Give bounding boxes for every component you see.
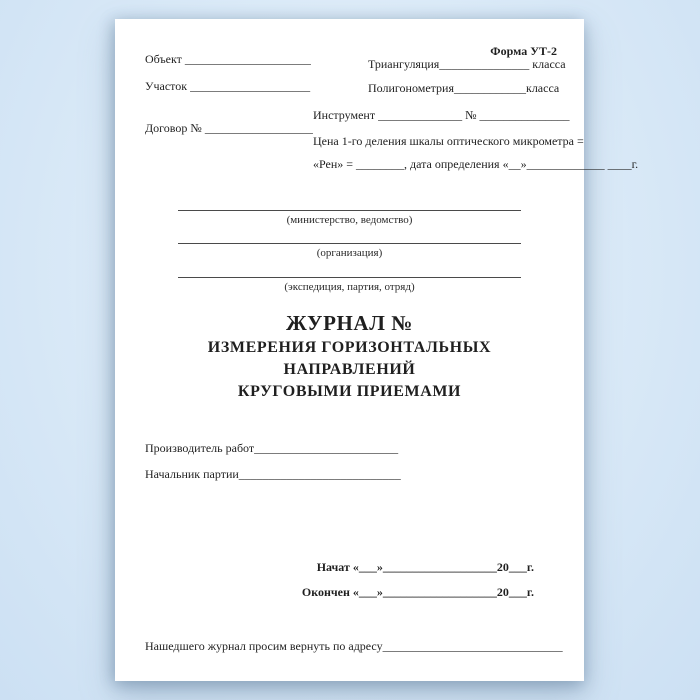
started-date-field: Начат «___»___________________20___г.	[316, 560, 534, 574]
organization-blank-line	[178, 243, 521, 244]
journal-subtitle-3: КРУГОВЫМИ ПРИЕМАМИ	[237, 383, 462, 400]
ministry-line-block	[178, 210, 521, 226]
organization-caption: (организация)	[316, 247, 383, 259]
object-field: Объект _____________________	[145, 52, 311, 66]
journal-subtitle-1: ИЗМЕРЕНИЯ ГОРИЗОНТАЛЬНЫХ	[207, 339, 492, 356]
form-code: Форма УТ-2	[490, 44, 557, 58]
micrometer-scale-note: Цена 1-го деления шкалы оптического микрометра =	[313, 134, 584, 148]
site-field: Участок ____________________	[145, 79, 311, 93]
ren-determination-field: «Рен» = ________, дата определения «__»_____________ ____г.	[313, 157, 639, 171]
organization-line-block	[178, 243, 521, 259]
finished-date-field: Окончен «___»___________________20___г.	[301, 585, 534, 599]
ministry-caption: (министерство, ведомство)	[286, 214, 413, 226]
return-address-field: Нашедшего журнал просим вернуть по адресу______________________________	[145, 639, 563, 653]
polygonometry-field: Полигонометрия____________класса	[368, 81, 560, 95]
expedition-caption: (экспедиция, партия, отряд)	[284, 281, 415, 293]
ministry-blank-line	[178, 210, 521, 211]
journal-subtitle-2: НАПРАВЛЕНИЙ	[283, 361, 416, 378]
triangulation-field: Триангуляция_______________ класса	[368, 57, 566, 71]
expedition-line-block	[178, 277, 521, 293]
instrument-field: Инструмент ______________ № _______________	[313, 108, 570, 122]
work-producer-field: Производитель работ________________________	[145, 441, 399, 455]
contract-number-field: Договор № __________________	[145, 121, 313, 135]
party-chief-field: Начальник партии___________________________	[145, 467, 401, 481]
journal-title: ЖУРНАЛ №	[285, 311, 413, 335]
expedition-blank-line	[178, 277, 521, 278]
journal-cover-sheet	[115, 19, 639, 681]
